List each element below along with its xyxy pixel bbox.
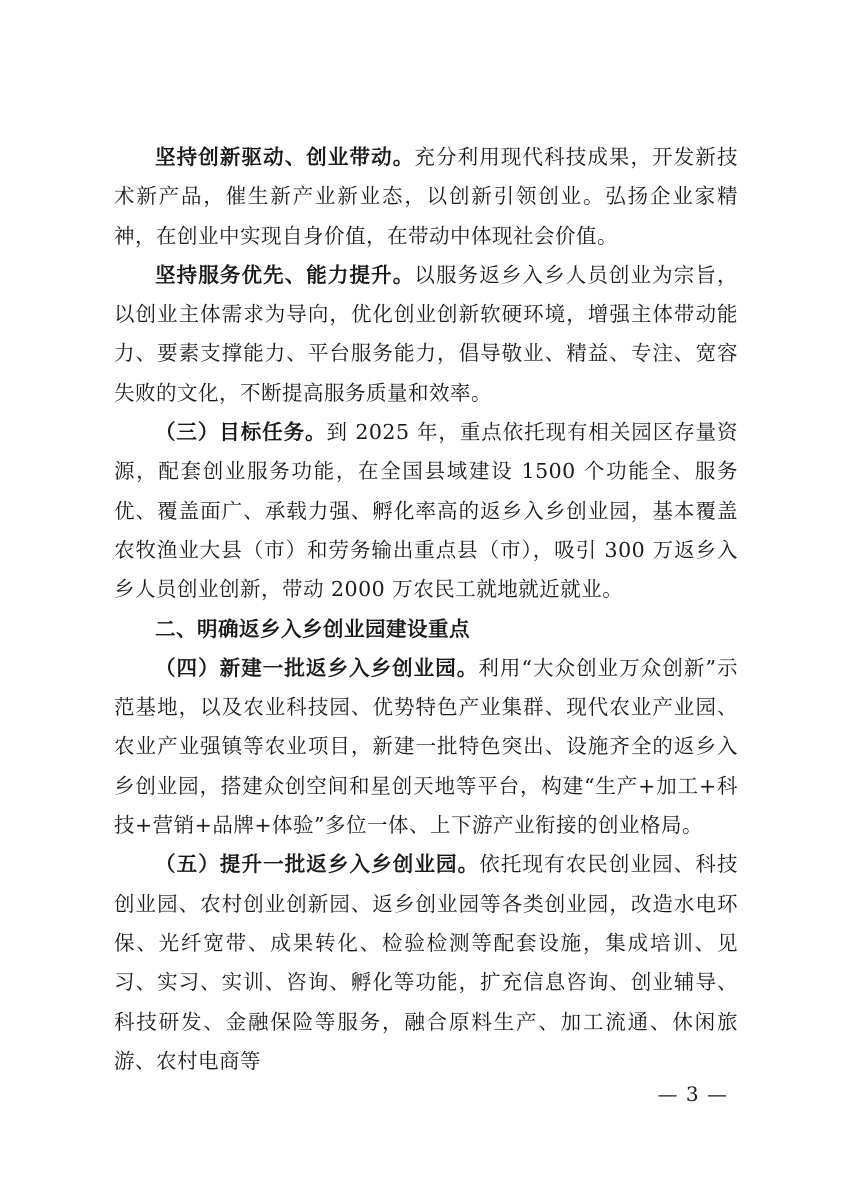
paragraph-lead: 坚持服务优先、能力提升。 (155, 262, 415, 287)
paragraph-lead: （四）新建一批返乡入乡创业园。 (155, 655, 479, 680)
page-number: — 3 — (657, 1082, 728, 1106)
paragraph-innovation (114, 138, 738, 256)
paragraph-text: 充分利用现代科技成果，开发新技术新产品，催生新产业新业态，以创新引领创业。弘扬企业家精神，在创业中实现自身价值，在带动中体现社会价值。 (114, 145, 739, 248)
paragraph-new-parks (114, 649, 738, 845)
paragraph-upgrade-parks (114, 845, 738, 1081)
paragraph-lead: 坚持创新驱动、创业带动。 (155, 145, 415, 169)
paragraph-text: 以服务返乡入乡人员创业为宗旨，以创业主体需求为导向，优化创业创新软硬环境，增强主体带动能力、要素支撑能力、平台服务能力，倡导敬业、精益、专注、宽容失败的文化，不断提高服务质量和效率。 (114, 262, 739, 405)
paragraph-targets (114, 413, 738, 609)
paragraph-text: 利用“大众创业万众创新”示范基地，以及农业科技园、优势特色产业集群、现代农业产业园、农业产业强镇等农业项目，新建一批特色突出、设施齐全的返乡入乡创业园，搭建众创空间和星创天地等平台，构建“生产+加工+科技+营销+品牌+体验”多位一体、上下游产业衔接的创业格局。 (114, 655, 738, 838)
paragraph-service (114, 256, 738, 413)
paragraph-text: 依托现有农民创业园、科技创业园、农村创业创新园、返乡创业园等各类创业园，改造水电环保、光纤宽带、成果转化、检验检测等配套设施，集成培训、见习、实习、实训、咨询、孵化等功能，扩充信息咨询、创业辅导、科技研发、金融保险等服务，融合原料生产、加工流通、休闲旅游、农村电商等 (114, 852, 739, 1073)
section-heading: 二、明确返乡入乡创业园建设重点 (155, 616, 470, 641)
paragraph-lead: （五）提升一批返乡入乡创业园。 (155, 852, 480, 877)
paragraph-text: 到 2025 年，重点依托现有相关园区存量资源，配套创业服务功能，在全国县域建设 1500 个功能全、服务优、覆盖面广、承载力强、孵化率高的返乡入乡创业园，基本覆盖农牧渔业大县（市）和劳务输出重点县（市），吸引 300 万返乡入乡人员创业创新，带动 2000 万农民工就地就近就业。 (114, 420, 739, 602)
document-body (114, 138, 738, 1081)
paragraph-lead: （三）目标任务。 (155, 420, 327, 445)
